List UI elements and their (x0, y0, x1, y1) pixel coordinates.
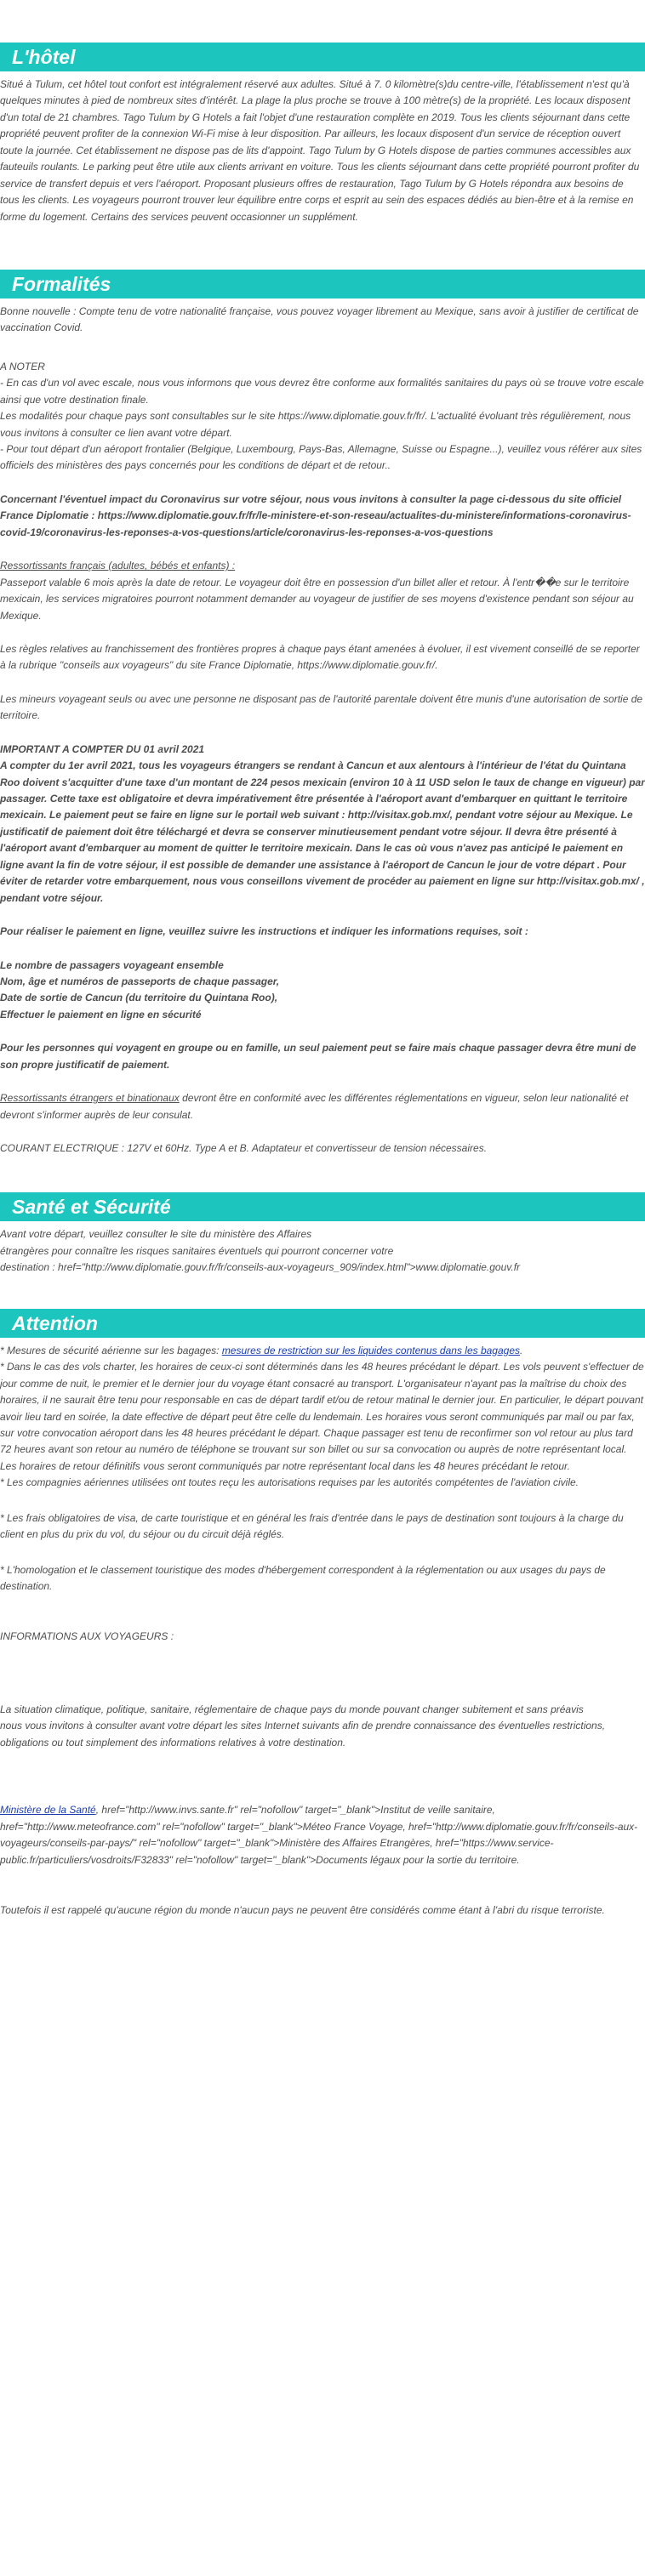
bagages-prefix: * Mesures de sécurité aérienne sur les bagages: (0, 1344, 222, 1356)
paiement-intro: Pour réaliser le paiement en ligne, veuillez suivre les instructions et indiquer les informations requises, soit : (0, 925, 528, 938)
etrangers-text: devront être en conformité avec les différentes réglementations en vigueur, selon leur nationalité et devront s'informer auprès de leur consulat. (0, 1092, 629, 1121)
sites-text: , href="http://www.invs.sante.fr" rel="nofollow" target="_blank">Institut de veille sanitaire, href="http://www.meteofrance.com" rel="nofollow" target="_blank">Méteo France Voyage, href="http://www.diplomatie.gouv.fr/fr/conseils-aux-voyageurs/conseils-par-pays/" rel="nofollow" target="_blank">Ministère des Affaires Etrangères, href="https://www.service-public.fr/particuliers/vosdroits/F32833" rel="nofollow" target="_blank">Documents légaux pour la sortie du territoire. (0, 1804, 638, 1866)
important-text: A compter du 1er avril 2021, tous les voyageurs étrangers se rendant à Cancun et aux alentours à l'intérieur de l'état du Quintana Roo doivent s'acquitter d'une taxe d'un montant de 224 pesos mexicain (environ 10 à 11 USD selon le taux de change en vigueur) par passager. Cette taxe est obligatoire et devra impérativement être présentée à l'aéroport avant d'embarquer en quittant le territoire mexicain. Le paiement peut se faire en ligne sur le portail web suivant : http://visitax.gob.mx/, pendant votre séjour au Mexique. Le justificatif de paiement doit être téléchargé et devra se conserver minutieusement pendant votre séjour. Il devra être présenté à l'aéroport avant d'embarquer au moment de quitter le territoire mexicain. Dans le cas où vous n'avez pas anticipé le paiement en ligne avant la fin de votre séjour, il est possible de demander une assistance à l'aéroport de Cancun le jour de votre départ . Pour éviter de retarder votre embarquement, nous vous conseillons vivement de procéder au paiement en ligne sur http://visitax.gob.mx/ , pendant votre séjour. (0, 759, 645, 904)
anoter-escale: - En cas d'un vol avec escale, nous vous informons que vous devrez être conforme aux formalités sanitaires du pays où se trouve votre escale ainsi que votre destination finale. (0, 377, 644, 406)
list-item: Le nombre de passagers voyageant ensemble (0, 958, 224, 971)
informations-title: INFORMATIONS AUX VOYAGEURS : (0, 1630, 174, 1643)
frais-notice: * Les frais obligatoires de visa, de carte touristique et en général les frais d'entrée dans le pays de destination sont toujours à la charge du client en plus du prix du vol, du séjour ou du circuit déjà réglés. (0, 1511, 624, 1541)
terrorisme-notice: Toutefois il est rappelé qu'aucune région du monde n'aucun pays ne peuvent être considérés comme étant à l'abri du risque terroriste. (0, 1903, 605, 1916)
etrangers-notice (0, 1090, 645, 1123)
sante-line-2: étrangères pour connaître les risques sanitaires éventuels qui pourront concerner votre (0, 1244, 394, 1257)
regles-frontieres: Les règles relatives au franchissement des frontières propres à chaque pays étant amenées à évoluer, il est vivement conseillé de se reporter à la rubrique "conseils aux voyageurs" du site France Diplomatie, https://www.diplomatie.gouv.fr/. (0, 642, 640, 672)
attention-section (0, 1309, 645, 1919)
hotel-description: Situé à Tulum, cet hôtel tout confort est intégralement réservé aux adultes. Situé à 7. 0 kilomètre(s)du centre-ville, l'établissement n'est qu'à quelques minutes à pied de nombreux sites d'intérêt. La plage la plus proche se trouve à 100 mètre(s) de la propriété. Les locaux disposent d'un total de 21 chambres. Tago Tulum by G Hotels a fait l'objet d'une restauration complète en 2019. Tous les clients séjournant dans cette propriété peuvent profiter de la connexion Wi-Fi mise à leur disposition. Par ailleurs, les locaux disposent d'un service de réception ouvert toute la journée. Cet établissement ne dispose pas de lits d'appoint. Tago Tulum by G Hotels dispose de parties communes accessibles aux fauteuils roulants. Le parking peut être utile aux clients arrivant en voiture. Tous les clients séjournant dans cette propriété pourront profiter du service de transfert depuis et vers l'aéroport. Proposant plusieurs offres de restauration, Tago Tulum by G Hotels répondra aux besoins de tous les clients. Les voyageurs pourront trouver leur équilibre entre corps et esprit au sein des espaces dédiés au bien-être et à la remise en forme du logement. Certains des services peuvent occasionner un supplément. (0, 78, 640, 223)
ministere-sante-link[interactable]: Ministère de la Santé (0, 1804, 96, 1817)
anoter-title: A NOTER (0, 360, 45, 372)
sante-section (0, 1192, 645, 1276)
courant-electrique: COURANT ELECTRIQUE : 127V et 60Hz. Type A et B. Adaptateur et convertisseur de tension nécessaires. (0, 1142, 488, 1154)
ressortissants-title: Ressortissants français (adultes, bébés et enfants) : (0, 560, 236, 572)
homologation-notice: * L'homologation et le classement touristique des modes d'hébergement correspondent à la réglementation ou aux usages du pays de destination. (0, 1563, 606, 1592)
sante-heading: Santé et Sécurité (0, 1192, 645, 1221)
groupe-notice: Pour les personnes qui voyagent en groupe ou en famille, un seul paiement peut se faire mais chaque passager devra être muni de son propre justificatif de paiement. (0, 1042, 636, 1071)
formalites-heading: Formalités (0, 270, 645, 299)
attention-heading: Attention (0, 1309, 645, 1338)
coronavirus-notice: Concernant l'éventuel impact du Coronavirus sur votre séjour, nous vous invitons à consulter la page ci-dessous du site officiel France Diplomatie : https://www.diplomatie.gouv.fr/fr/le-ministere-et-son-reseau/actualites-du-ministere/informations-coronavirus-covid-19/coronavirus-les-reponses-a-vos-questions/article/coronavirus-les-reponses-a-vos-questions (0, 492, 631, 538)
anoter-frontalier: - Pour tout départ d'un aéroport frontalier (Belgique, Luxembourg, Pays-Bas, Allemagne, Suisse ou Espagne...), veuillez vous référer aux sites officiels des ministères des pays concernés pour les conditions de départ et de retour.. (0, 443, 642, 472)
important-title: IMPORTANT A COMPTER DU 01 avril 2021 (0, 742, 205, 755)
compagnies-notice: * Les compagnies aériennes utilisées ont toutes reçu les autorisations requises par les autorités compétentes de l'aviation civile. (0, 1476, 579, 1489)
situation-line-2: nous vous invitons à consulter avant votre départ les sites Internet suivants afin de prendre connaissance des éventuelles restrictions, obligations ou tout simplement des informations relatives à votre destination. (0, 1720, 606, 1749)
list-item: Nom, âge et numéros de passeports de chaque passager, (0, 975, 280, 987)
sites-list (0, 1802, 645, 1868)
sante-line-3: destination : href="http://www.diplomatie.gouv.fr/fr/conseils-aux-voyageurs_909/index.html">www.diplomatie.gouv.fr (0, 1261, 521, 1274)
situation-line-1: La situation climatique, politique, sanitaire, réglementaire de chaque pays du monde pouvant changer subitement et sans préavis (0, 1703, 584, 1715)
mineurs-notice: Les mineurs voyageant seuls ou avec une personne ne disposant pas de l'autorité parentale doivent être munis d'une autorisation de sortie de territoire. (0, 692, 643, 722)
anoter-modalites: Les modalités pour chaque pays sont consultables sur le site https://www.diplomatie.gouv.fr/fr/. L'actualité évoluant très régulièrement, nous vous invitons à consulter ce lien avant votre départ. (0, 410, 631, 439)
formalites-intro: Bonne nouvelle : Compte tenu de votre nationalité française, vous pouvez voyager librement au Mexique, sans avoir à justifier de certificat de vaccination Covid. (0, 304, 639, 334)
list-item: Effectuer le paiement en ligne en sécurité (0, 1008, 202, 1021)
ressortissants-text: Passeport valable 6 mois après la date de retour. Le voyageur doit être en possession d'un billet aller et retour. À l'entr��e sur le territoire mexicain, les services migratoires pourront notamment demander au voyageur de justifier de ses moyens d'existence pendant son séjour au Mexique. (0, 576, 634, 622)
bagages-suffix: . (520, 1344, 523, 1356)
hotel-heading: L'hôtel (0, 43, 645, 71)
list-item: Date de sortie de Cancun (du territoire du Quintana Roo), (0, 992, 278, 1004)
hotel-section (0, 43, 645, 225)
paiement-list (0, 958, 645, 1024)
bagages-notice (0, 1343, 645, 1359)
vols-charter-notice: * Dans le cas des vols charter, les horaires de ceux-ci sont déterminés dans les 48 heures précédant le départ. Les vols peuvent s'effectuer de jour comme de nuit, le premier et le dernier jour du voyage étant consacré au transport. L'organisateur n'ayant pas la maîtrise du choix des horaires, il ne saurait être tenu pour responsable en cas de départ tardif et/ou de retour matinal le dernier jour. En particulier, le départ pouvant avoir lieu tard en soirée, la date effective de départ peut être celle du lendemain. Les horaires vous seront communiqués par mail ou par fax, sur votre convocation aéroport dans les 48 heures précédant le départ. Chaque passager est tenu de reconfirmer son vol retour au plus tard 72 heures avant son retour au numéro de téléphone se trouvant sur son billet ou sur sa convocation ou auprès de notre représentant local. Les horaires de retour définitifs vous seront communiqués par notre représentant local dans les 48 heures précédant le retour. (0, 1361, 644, 1472)
formalites-section (0, 270, 645, 1157)
sante-line-1: Avant votre départ, veuillez consulter le site du ministère des Affaires (0, 1228, 312, 1241)
bagages-restriction-link[interactable]: mesures de restriction sur les liquides contenus dans les bagages (221, 1344, 521, 1356)
etrangers-title: Ressortissants étrangers et binationaux (0, 1092, 180, 1105)
